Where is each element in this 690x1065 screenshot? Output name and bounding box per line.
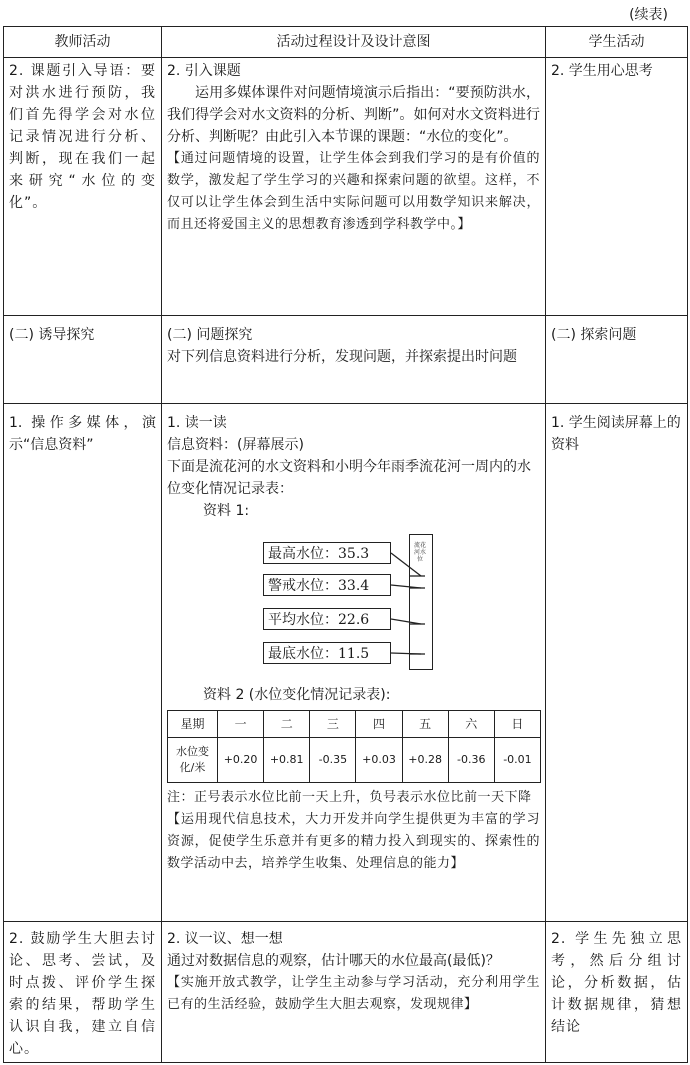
teacher-text: 2. 课题引入导语：要对洪水进行预防，我们首先得学会对水位记录情况进行分析、判断，现在我们一起来研究“水位的变化”。 (9, 63, 156, 211)
process-title: (二) 问题探究 (167, 327, 253, 343)
level-value: 33.4 (338, 578, 370, 594)
student-cell (546, 404, 688, 922)
level-value: 35.3 (338, 546, 370, 562)
process-title: 1. 读一读 (167, 415, 227, 431)
value-row (168, 738, 541, 783)
student-text: (二) 探索问题 (551, 327, 637, 343)
student-cell (546, 316, 688, 404)
value-cell: -0.35 (310, 738, 356, 783)
process-cell (162, 404, 546, 922)
level-value: 22.6 (338, 612, 370, 628)
value-cell: +0.03 (356, 738, 402, 783)
weekday-header-cell: 六 (448, 711, 494, 738)
student-cell (546, 922, 688, 1063)
design-note: 【通过问题情境的设置，让学生体会到我们学习的是有价值的数学，激发起了学生学习的兴趣和探索问题的欲望。这样，不仅可以让学生体会到生活中实际问题可以用数学知识来解决，而且还将爱国主义的思想教育渗透到学科教学中。】 (167, 151, 540, 232)
weekday-row (168, 711, 541, 738)
process-title: 2. 引入课题 (167, 63, 241, 79)
process-text: 对下列信息资料进行分析，发现问题，并探索提出时问题 (167, 349, 517, 365)
process-cell (162, 922, 546, 1063)
teacher-text: 2. 鼓励学生大胆去讨论、思考、尝试，及时点拨、评价学生探索的结果，帮助学生认识自我，建立自信心。 (9, 931, 156, 1057)
student-text: 1. 学生阅读屏幕上的资料 (551, 415, 681, 453)
process-text: 下面是流花河的水文资料和小明今年雨季流花河一周内的水位变化情况记录表： (167, 459, 531, 497)
value-cell: +0.81 (264, 738, 310, 783)
level-box-lowest: 最底水位：11.5 (263, 642, 391, 664)
header-teacher: 教师活动 (4, 27, 162, 58)
process-cell (162, 58, 546, 316)
level-label: 警戒水位 (268, 578, 324, 594)
level-label: 最高水位 (268, 546, 324, 562)
level-label: 平均水位 (268, 612, 324, 628)
process-text: 通过对数据信息的观察，估计哪天的水位最高(最低)？ (167, 953, 500, 969)
header-student: 学生活动 (546, 27, 688, 58)
water-change-table (167, 710, 541, 783)
resource2-label: 资料 2 (水位变化情况记录表): (203, 687, 391, 703)
process-text: 运用多媒体课件对问题情境演示后指出：“要预防洪水，我们得学会对水文资料的分析、判断”。如何对水文资料进行分析、判断呢？由此引入本节课的课题：“水位的变化”。 (167, 85, 540, 145)
water-level-diagram (259, 528, 529, 678)
table-row (4, 404, 688, 922)
weekday-header-cell: 五 (402, 711, 448, 738)
value-cell: +0.20 (218, 738, 264, 783)
table-row (4, 922, 688, 1063)
student-text: 2. 学生用心思考 (551, 63, 653, 79)
teacher-text: 1. 操作多媒体，演示“信息资料” (9, 415, 156, 453)
teacher-cell (4, 922, 162, 1063)
table-row (4, 316, 688, 404)
connector-line (391, 553, 421, 576)
student-cell (546, 58, 688, 316)
level-label: 最底水位 (268, 646, 324, 662)
student-text: 2. 学生先独立思考，然后分组讨论，分析数据，估计数据规律，猜想结论 (551, 931, 682, 1035)
value-cell: -0.01 (494, 738, 540, 783)
header-row (4, 27, 688, 58)
weekday-header-cell: 日 (494, 711, 540, 738)
design-note: 【实施开放式教学，让学生主动参与学习活动，充分利用学生已有的生活经验，鼓励学生大胆去观察，发现规律】 (167, 975, 540, 1012)
continued-label: (续表) (629, 7, 668, 23)
value-cell: +0.28 (402, 738, 448, 783)
design-note: 【运用现代信息技术，大力开发并向学生提供更为丰富的学习资源，促使学生乐意并有更多的精力投入到现实的、探索性的数学活动中去，培养学生收集、处理信息的能力】 (167, 812, 540, 871)
weekday-header-cell: 三 (310, 711, 356, 738)
connector-lines (259, 528, 529, 678)
value-cell: -0.36 (448, 738, 494, 783)
table-note: 注：正号表示水位比前一天上升，负号表示水位比前一天下降 (167, 790, 532, 805)
connector-line (391, 619, 421, 624)
process-cell (162, 316, 546, 404)
level-box-warning: 警戒水位：33.4 (263, 574, 391, 596)
teacher-cell (4, 316, 162, 404)
lesson-plan-table (3, 26, 688, 1063)
info-label: 信息资料：(屏幕展示) (167, 437, 304, 453)
weekday-header-cell: 星期 (168, 711, 218, 738)
weekday-header-cell: 一 (218, 711, 264, 738)
resource1-label: 资料 1: (203, 503, 250, 519)
level-box-average: 平均水位：22.6 (263, 608, 391, 630)
weekday-header-cell: 二 (264, 711, 310, 738)
weekday-header-cell: 四 (356, 711, 402, 738)
value-row-label: 水位变化/米 (168, 738, 218, 783)
header-process: 活动过程设计及设计意图 (162, 27, 546, 58)
level-value: 11.5 (338, 646, 370, 662)
process-title: 2. 议一议、想一想 (167, 931, 283, 947)
teacher-text: (二) 诱导探究 (9, 327, 95, 343)
pillar-label: 流花河水位 (413, 542, 426, 563)
level-box-highest: 最高水位：35.3 (263, 542, 391, 564)
teacher-cell (4, 58, 162, 316)
teacher-cell (4, 404, 162, 922)
table-row (4, 58, 688, 316)
